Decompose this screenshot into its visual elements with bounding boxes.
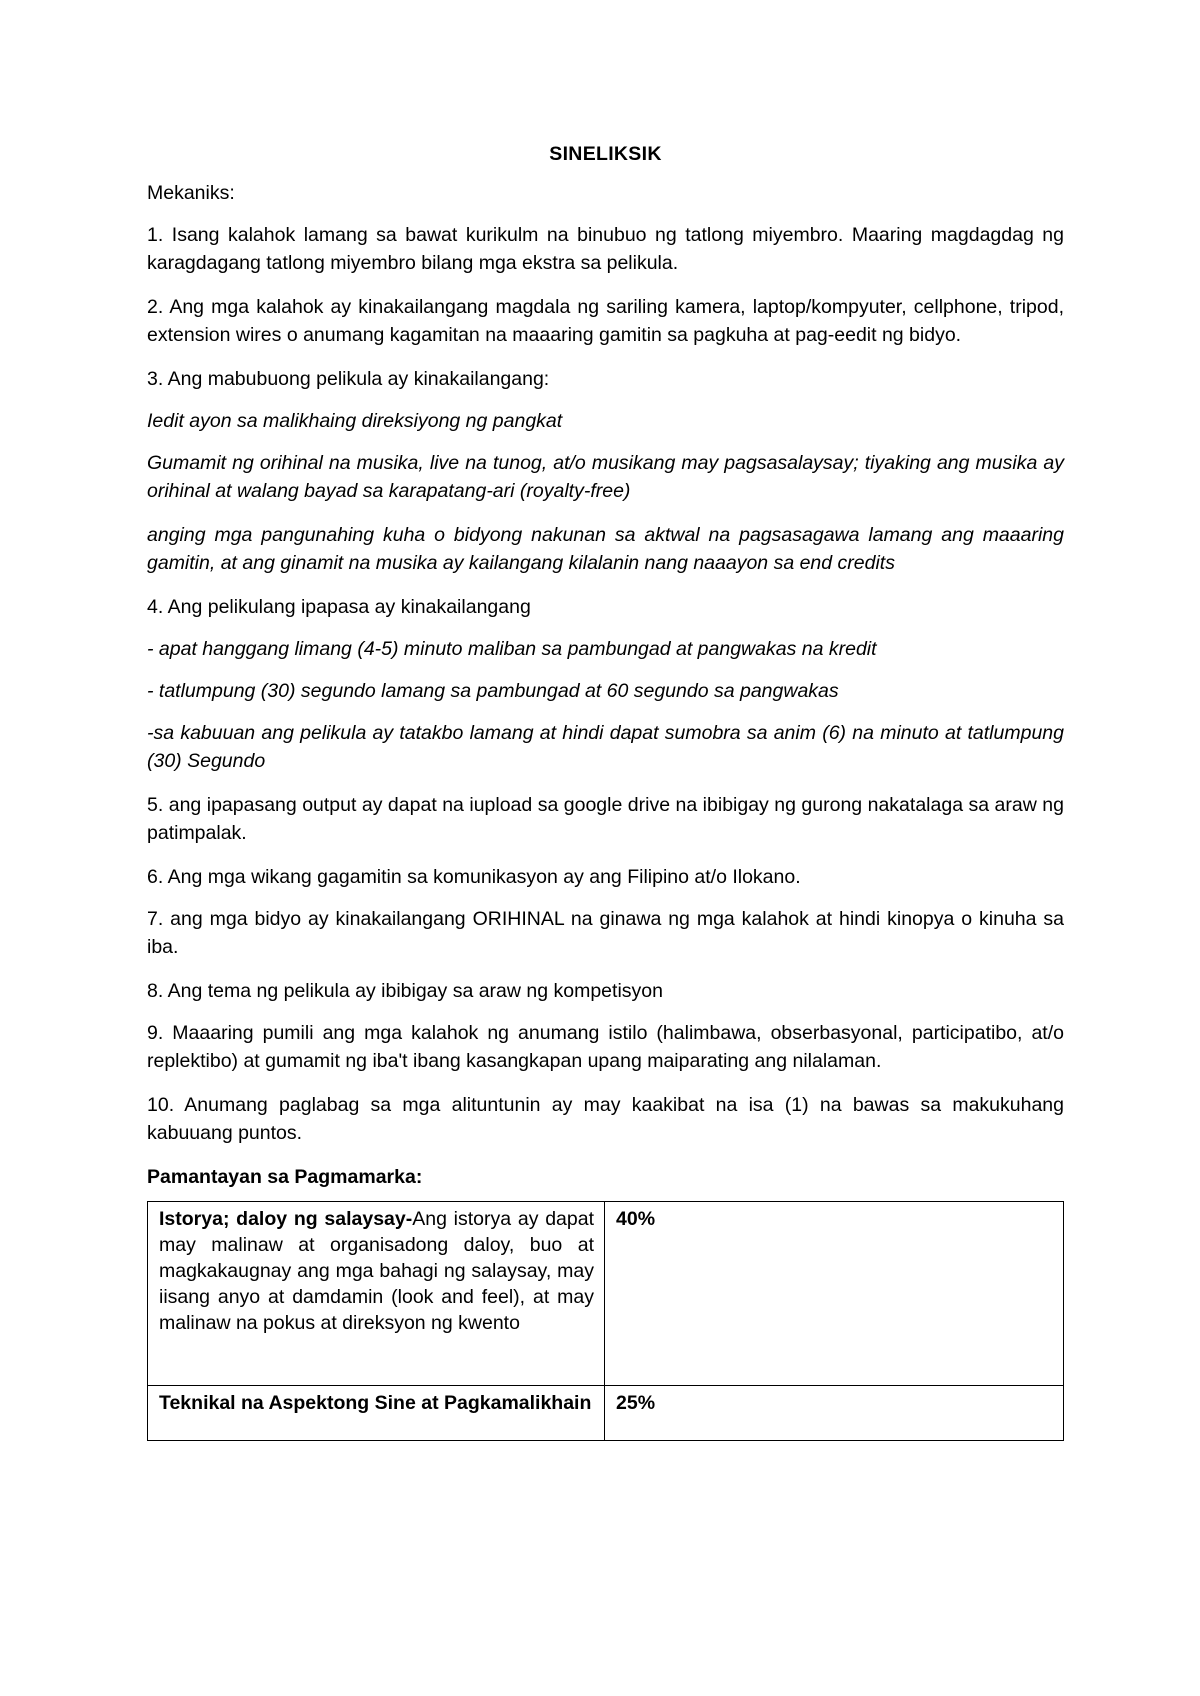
rule-4-item-3: -sa kabuuan ang pelikula ay tatakbo lamang at hindi dapat sumobra sa anim (6) na minuto at tatlumpung (30) Segundo — [147, 722, 1064, 772]
rule-5: 5. ang ipapasang output ay dapat na iupload sa google drive na ibibigay ng gurong nakatalaga sa araw ng patimpalak. — [147, 794, 1064, 844]
criterion-name: Istorya; daloy ng salaysay- — [159, 1208, 413, 1230]
rule-3-item-3: anging mga pangunahing kuha o bidyong nakunan sa aktwal na pagsasagawa lamang ang maaaring gamitin, at ang ginamit na musika ay kailangang kilalanin nang naaayon sa end credits — [147, 524, 1064, 574]
rule-4-item-1: - apat hanggang limang (4-5) minuto maliban sa pambungad at pangwakas na kredit — [147, 638, 877, 660]
rule-6: 6. Ang mga wikang gagamitin sa komunikasyon ay ang Filipino at/o Ilokano. — [147, 866, 801, 888]
criterion-description: Ang istorya ay dapat may malinaw at organisadong daloy, buo at magkakaugnay ang mga bahagi ng salaysay, may iisang anyo at damdamin (look and feel), at may malinaw na pokus at direksyon ng kwento — [159, 1208, 594, 1334]
table-row — [148, 1202, 1064, 1386]
mechanics-label: Mekaniks: — [147, 182, 235, 204]
rule-3: 3. Ang mabubuong pelikula ay kinakailangang: — [147, 368, 550, 390]
rule-8: 8. Ang tema ng pelikula ay ibibigay sa araw ng kompetisyon — [147, 980, 663, 1002]
document-title: SINELIKSIK — [549, 143, 662, 165]
criterion-cell — [148, 1202, 605, 1386]
criterion-cell — [148, 1386, 605, 1441]
criteria-table — [147, 1201, 1064, 1441]
rule-10: 10. Anumang paglabag sa mga alituntunin ay may kaakibat na isa (1) na bawas sa makukuhang kabuuang puntos. — [147, 1094, 1064, 1144]
rule-4: 4. Ang pelikulang ipapasa ay kinakailangang — [147, 596, 531, 618]
rule-7: 7. ang mga bidyo ay kinakailangang ORIHINAL na ginawa ng mga kalahok at hindi kinopya o kinuha sa iba. — [147, 908, 1064, 958]
rule-9: 9. Maaaring pumili ang mga kalahok ng anumang istilo (halimbawa, obserbasyonal, participatibo, at/o replektibo) at gumamit ng iba't ibang kasangkapan upang maiparating ang nilalaman. — [147, 1022, 1064, 1072]
table-row — [148, 1386, 1064, 1441]
criterion-weight: 25% — [605, 1386, 1064, 1441]
rule-1: 1. Isang kalahok lamang sa bawat kurikulm na binubuo ng tatlong miyembro. Maaring magdagdag ng karagdagang tatlong miyembro bilang mga ekstra sa pelikula. — [147, 224, 1064, 274]
rule-2: 2. Ang mga kalahok ay kinakailangang magdala ng sariling kamera, laptop/kompyuter, cellphone, tripod, extension wires o anumang kagamitan na maaaring gamitin sa pagkuha at pag-eedit ng bidyo. — [147, 296, 1064, 346]
criterion-name: Teknikal na Aspektong Sine at Pagkamalikhain — [159, 1392, 592, 1414]
document-page — [147, 140, 1064, 1441]
rule-4-item-2: - tatlumpung (30) segundo lamang sa pambungad at 60 segundo sa pangwakas — [147, 680, 839, 702]
criteria-heading: Pamantayan sa Pagmamarka: — [147, 1166, 423, 1188]
criterion-weight: 40% — [605, 1202, 1064, 1386]
rule-3-item-2: Gumamit ng orihinal na musika, live na tunog, at/o musikang may pagsasalaysay; tiyaking ang musika ay orihinal at walang bayad sa karapatang-ari (royalty-free) — [147, 452, 1064, 502]
rule-3-item-1: Iedit ayon sa malikhaing direksiyong ng pangkat — [147, 410, 563, 432]
